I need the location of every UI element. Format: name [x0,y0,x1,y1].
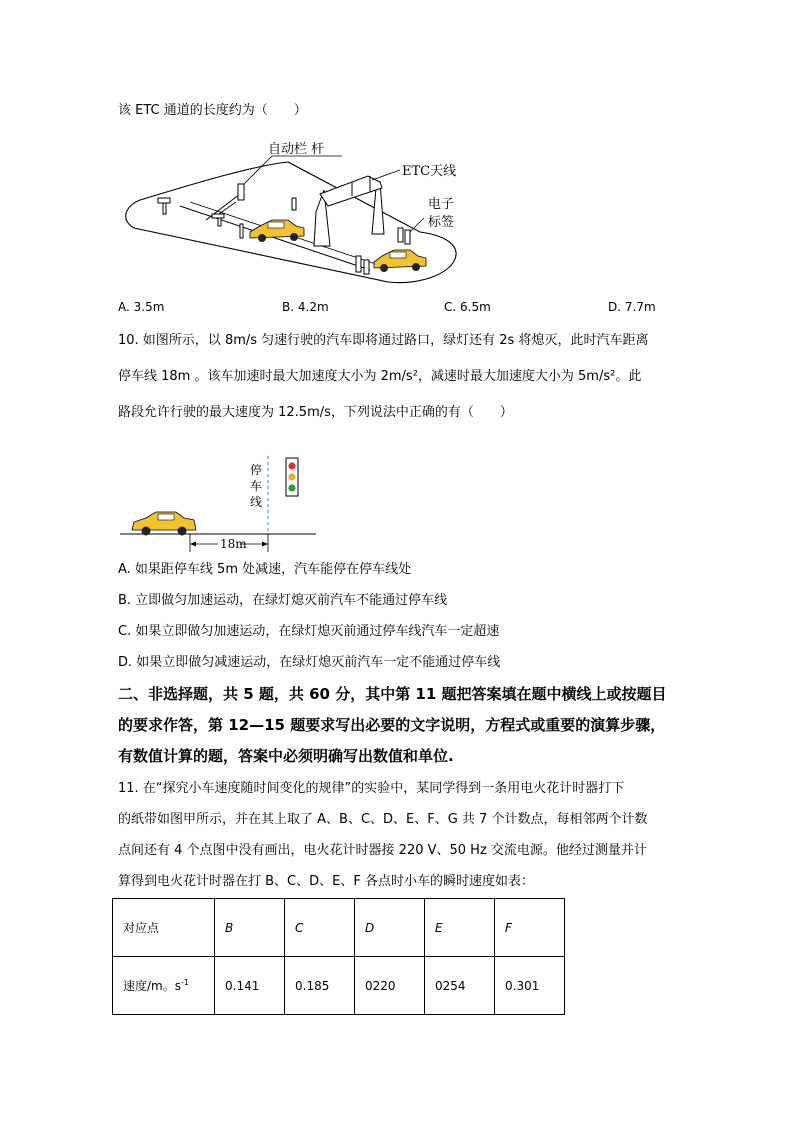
barrier-label: 自动栏 杆 [268,142,325,157]
traffic-light-figure [120,452,330,556]
velocity-table [112,898,565,1015]
q9-option-d: D. 7.7m [608,300,656,314]
q10-line3: 路段允许行驶的最大速度为 12.5m/s，下列说法中正确的有（ ） [118,405,513,420]
car-icon [132,512,196,536]
q10-option-b: B. 立即做匀加速运动，在绿灯熄灭前汽车不能通过停车线 [118,593,448,608]
q10-option-d: D. 如果立即做匀减速运动，在绿灯熄灭前汽车一定不能通过停车线 [118,655,501,670]
q9-option-c: C. 6.5m [444,300,491,314]
q11-line1: 11. 在“探究小车速度随时间变化的规律”的实验中，某同学得到一条用电火花计时器打下 [118,781,625,796]
table-cell [113,957,215,1015]
q9-option-b: B. 4.2m [282,300,329,314]
car-icon [374,250,426,272]
section2-heading-line1: 二、非选择题，共 5 题，共 60 分，其中第 11 题把答案填在题中横线上或按题目 [118,685,667,703]
section2-heading-line2: 的要求作答，第 12—15 题要求写出必要的文字说明，方程式或重要的演算步骤， [118,716,666,734]
traffic-light-icon [286,458,298,496]
distance-label: 18m [220,537,247,551]
tag-label-line2: 标签 [428,215,455,230]
q10-line1: 10. 如图所示，以 8m/s 匀速行驶的汽车即将通过路口，绿灯还有 2s 将熄灭，此时汽车距离 [118,333,649,348]
q11-line2: 的纸带如图甲所示，并在其上取了 A、B、C、D、E、F、G 共 7 个计数点，每相邻两个计数 [118,812,648,827]
table-row [113,957,565,1015]
table-cell: C [285,899,355,957]
row-label: 速度/m。s [123,979,181,993]
antenna-label: ETC天线 [402,164,457,179]
table-cell: F [495,899,565,957]
table-cell: 0220 [355,957,425,1015]
table-cell: B [215,899,285,957]
q11-line4: 算得到电火花计时器在打 B、C、D、E、F 各点时小车的瞬时速度如表： [118,874,534,889]
q11-line3: 点间还有 4 个点图中没有画出，电火花计时器接 220 V、50 Hz 交流电源。他经过测量并计 [118,843,647,858]
table-row [113,899,565,957]
section2-heading-line3: 有数值计算的题，答案中必须明确写出数值和单位. [118,747,454,765]
table-cell: E [425,899,495,957]
q10-line2: 停车线 18m 。该车加速时最大加速度大小为 2m/s²，减速时最大加速度大小为 5m/s²。此 [118,369,642,384]
q9-stem: 该 ETC 通道的长度约为（ ） [118,103,307,118]
table-cell: D [355,899,425,957]
q9-option-a: A. 3.5m [118,300,165,314]
stop-line-label-2: 车 [250,479,263,493]
table-cell: 对应点 [113,899,215,957]
row-label-sup: -1 [181,978,189,987]
q10-option-c: C. 如果立即做匀加速运动，在绿灯熄灭前通过停车线汽车一定超速 [118,624,500,639]
etc-lane-figure [120,136,460,286]
q10-option-a: A. 如果距停车线 5m 处减速，汽车能停在停车线处 [118,562,412,577]
tag-label-line1: 电子 [428,197,455,212]
table-cell: 0.185 [285,957,355,1015]
table-cell: 0.301 [495,957,565,1015]
stop-line-label-3: 线 [250,495,263,509]
table-cell: 0254 [425,957,495,1015]
table-cell: 0.141 [215,957,285,1015]
stop-line-label-1: 停 [250,463,263,477]
